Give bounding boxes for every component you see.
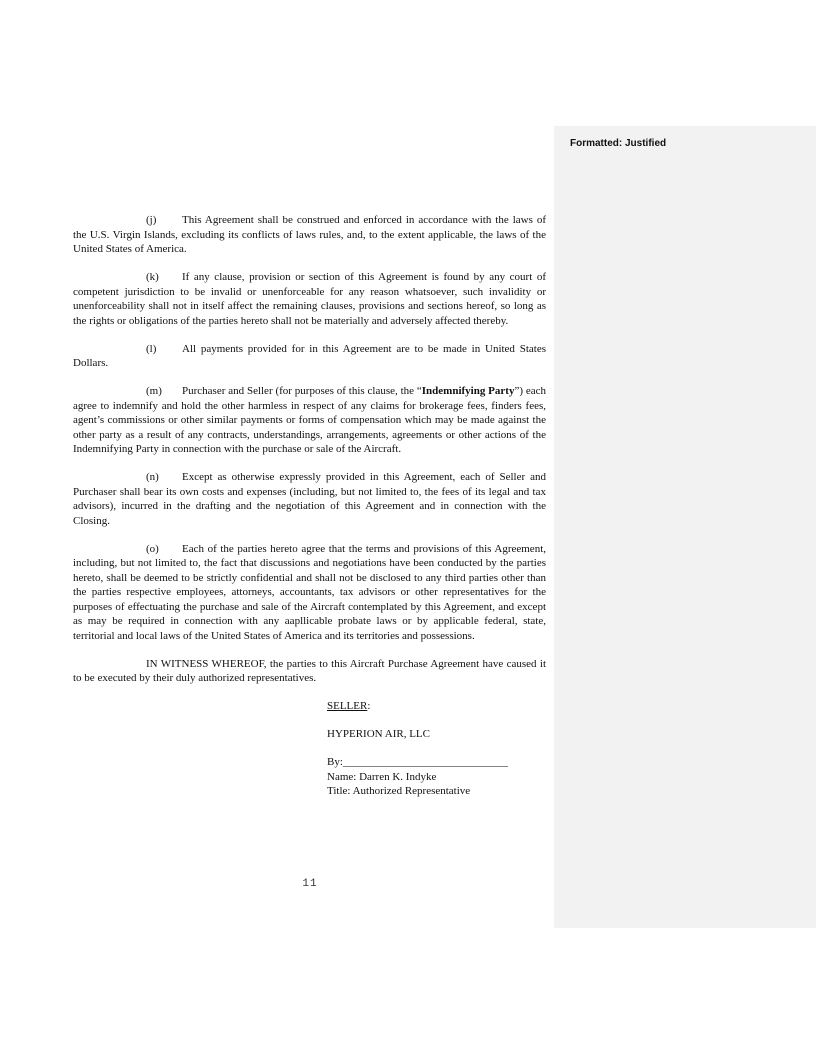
party-label: SELLER [327, 700, 368, 712]
comment-pane [554, 126, 816, 928]
company-name: HYPERION AIR, LLC [327, 728, 430, 740]
paragraph-text-after: ”) each agree to indemnify and hold the other harmless in respect of any claims for brokerage fees, finders fees, agent’s commissions or other similar payments or forms of compensation which may be made against the other party as a result of any contracts, understandings, arrangements, agreements or other actions of the Indemnifying Party in connection with the purchase or sale of the Aircraft. [73, 385, 546, 455]
paragraph-o [73, 542, 546, 644]
paragraph-text: If any clause, provision or section of this Agreement is found by any court of competent jurisdiction to be invalid or unenforceable for any reason whatsoever, such invalidity or unenforceability shall not in itself affect the remaining clauses, provisions and sections hereof, so long as the rights or obligations of the parties hereto shall not be materially and adversely affected thereby. [73, 271, 546, 327]
paragraph-text-before: Purchaser and Seller (for purposes of this clause, the “ [182, 385, 422, 397]
paragraph-text: Except as otherwise expressly provided in this Agreement, each of Seller and Purchaser shall bear its own costs and expenses (including, but not limited to, the fees of its legal and tax advisors), incurred in the drafting and the negotiation of this Agreement and in connection with the Closing. [73, 471, 546, 527]
paragraph-l [73, 342, 546, 371]
paragraph-k [73, 270, 546, 328]
paragraph-n [73, 470, 546, 528]
signatory-title: Title: Authorized Representative [327, 785, 471, 797]
paragraph-text: This Agreement shall be construed and enforced in accordance with the laws of the U.S. Virgin Islands, excluding its conflicts of laws rules, and, to the extent applicable, the laws of the United States of America. [73, 214, 546, 255]
page-number: 11 [302, 878, 318, 890]
paragraph-number: (m) [146, 385, 162, 397]
paragraph-number: (k) [146, 271, 159, 283]
party-colon: : [367, 700, 371, 712]
comment-heading: Formatted: Justified [570, 138, 667, 149]
defined-term: Indemnifying Party [421, 385, 515, 397]
document-body [73, 213, 546, 799]
paragraph-text: All payments provided for in this Agreement are to be made in United States Dollars. [73, 342, 546, 369]
signature-line: By:______________________________ [327, 756, 508, 768]
signatory-name: Name: Darren K. Indyke [327, 770, 437, 783]
signature-block [327, 699, 546, 799]
paragraph-number: (o) [146, 542, 159, 555]
paragraph-j [73, 213, 546, 257]
paragraph-number: (j) [146, 214, 157, 226]
paragraph-text: Each of the parties hereto agree that the terms and provisions of this Agreement, including, but not limited to, the fact that discussions and negotiations have been conducted by the parties hereto, shall be deemed to be strictly confidential and shall not be disclosed to any third parties other than the parties respective employees, attorneys, accountants, tax advisors or other representatives for the purposes of effectuating the purchase and sale of the Aircraft contemplated by this Agreement, and except as may be required in connection with any aapllicable probate laws or by applicable federal, state, territorial and local laws of the United States of America and its territories and possessions. [73, 542, 546, 642]
paragraph-number: (l) [146, 342, 157, 355]
paragraph-number: (n) [146, 471, 159, 483]
paragraph-m [73, 384, 546, 457]
witness-clause: IN WITNESS WHEREOF, the parties to this Aircraft Purchase Agreement have caused it to be executed by their duly authorized representatives. [73, 657, 546, 684]
signature-party [327, 699, 546, 714]
